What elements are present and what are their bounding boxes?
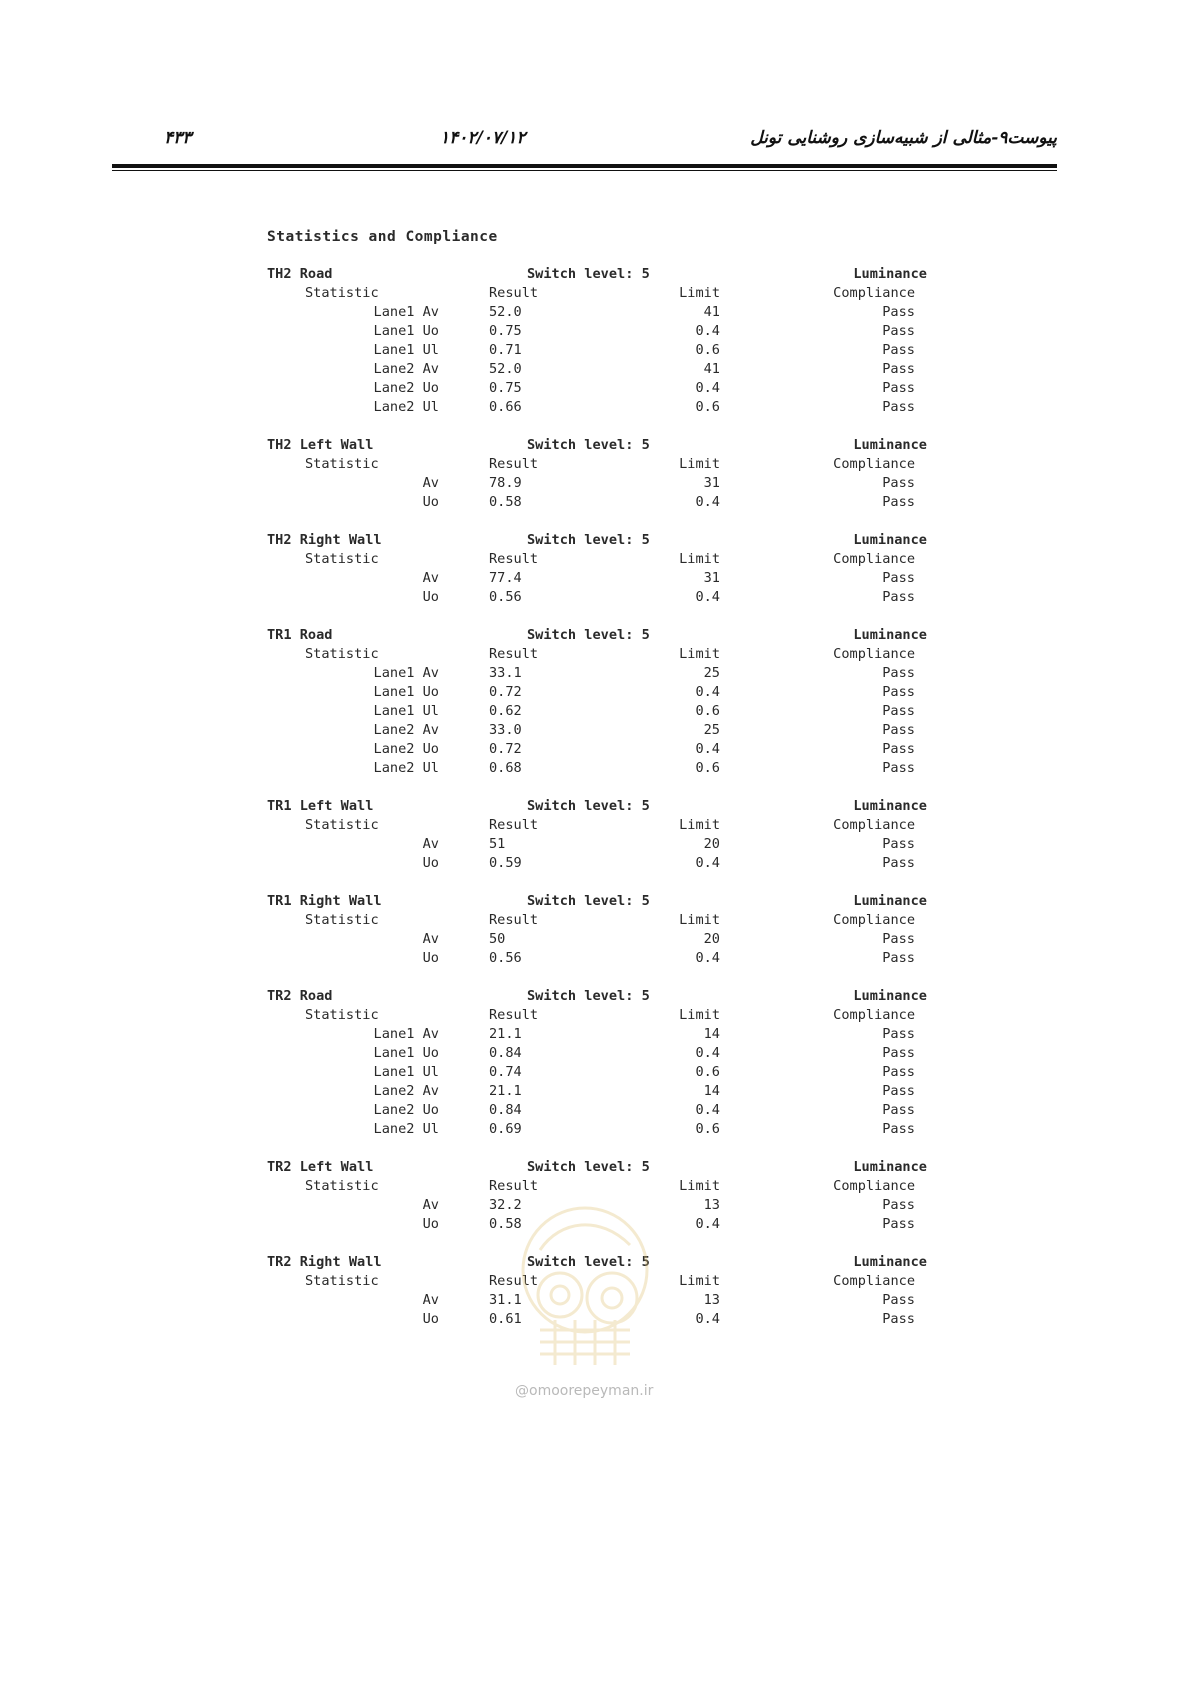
table-row (267, 721, 927, 740)
col-compliance: Compliance (833, 456, 915, 472)
statistic-cell: Lane2 Av (373, 1083, 439, 1099)
statistic-cell: Uo (422, 950, 439, 966)
header-rule-thin (112, 170, 1057, 171)
stats-section (267, 626, 927, 778)
col-result: Result (489, 456, 539, 472)
measure-type: Luminance (853, 988, 927, 1004)
column-headers (267, 645, 927, 664)
compliance-cell: Pass (882, 1083, 915, 1099)
col-compliance: Compliance (833, 285, 915, 301)
result-cell: 52.0 (489, 361, 522, 377)
col-result: Result (489, 912, 539, 928)
section-header (267, 892, 927, 911)
result-cell: 0.61 (489, 1311, 522, 1327)
limit-cell: 25 (703, 722, 720, 738)
table-row (267, 493, 927, 512)
compliance-cell: Pass (882, 855, 915, 871)
measure-type: Luminance (853, 1254, 927, 1270)
compliance-cell: Pass (882, 1026, 915, 1042)
limit-cell: 13 (703, 1197, 720, 1213)
result-cell: 0.58 (489, 494, 522, 510)
col-statistic: Statistic (305, 551, 379, 567)
col-limit: Limit (679, 817, 720, 833)
col-limit: Limit (679, 1273, 720, 1289)
statistic-cell: Lane1 Uo (373, 684, 439, 700)
compliance-cell: Pass (882, 1216, 915, 1232)
section-name: TR1 Right Wall (267, 893, 382, 909)
limit-cell: 0.6 (695, 1064, 720, 1080)
statistic-cell: Av (422, 1197, 439, 1213)
table-row (267, 360, 927, 379)
result-cell: 0.75 (489, 323, 522, 339)
statistic-cell: Uo (422, 855, 439, 871)
compliance-cell: Pass (882, 722, 915, 738)
stats-section (267, 436, 927, 512)
section-header (267, 436, 927, 455)
result-cell: 0.84 (489, 1045, 522, 1061)
statistic-cell: Lane2 Ul (373, 1121, 439, 1137)
col-statistic: Statistic (305, 456, 379, 472)
limit-cell: 0.4 (695, 950, 720, 966)
statistic-cell: Lane2 Ul (373, 760, 439, 776)
statistic-cell: Lane2 Av (373, 361, 439, 377)
limit-cell: 0.4 (695, 1216, 720, 1232)
compliance-cell: Pass (882, 494, 915, 510)
limit-cell: 25 (703, 665, 720, 681)
limit-cell: 0.6 (695, 1121, 720, 1137)
col-limit: Limit (679, 551, 720, 567)
result-cell: 0.72 (489, 741, 522, 757)
stats-section (267, 892, 927, 968)
limit-cell: 0.4 (695, 1045, 720, 1061)
col-compliance: Compliance (833, 646, 915, 662)
column-headers (267, 284, 927, 303)
column-headers (267, 911, 927, 930)
result-cell: 33.0 (489, 722, 522, 738)
col-limit: Limit (679, 1007, 720, 1023)
statistic-cell: Lane1 Ul (373, 342, 439, 358)
measure-type: Luminance (853, 266, 927, 282)
statistic-cell: Lane2 Uo (373, 1102, 439, 1118)
compliance-cell: Pass (882, 741, 915, 757)
result-cell: 0.71 (489, 342, 522, 358)
col-compliance: Compliance (833, 1178, 915, 1194)
header-rule-thick (112, 164, 1057, 168)
result-cell: 21.1 (489, 1083, 522, 1099)
col-statistic: Statistic (305, 912, 379, 928)
limit-cell: 0.6 (695, 342, 720, 358)
table-row (267, 664, 927, 683)
statistic-cell: Uo (422, 494, 439, 510)
page-header (112, 128, 1057, 158)
result-cell: 0.74 (489, 1064, 522, 1080)
limit-cell: 14 (703, 1026, 720, 1042)
result-cell: 0.72 (489, 684, 522, 700)
table-row (267, 322, 927, 341)
col-result: Result (489, 551, 539, 567)
measure-type: Luminance (853, 798, 927, 814)
compliance-cell: Pass (882, 361, 915, 377)
limit-cell: 0.4 (695, 589, 720, 605)
compliance-cell: Pass (882, 950, 915, 966)
switch-level: Switch level: 5 (527, 893, 650, 909)
table-row (267, 588, 927, 607)
table-row (267, 1025, 927, 1044)
compliance-cell: Pass (882, 1292, 915, 1308)
measure-type: Luminance (853, 1159, 927, 1175)
limit-cell: 14 (703, 1083, 720, 1099)
statistic-cell: Av (422, 475, 439, 491)
statistic-cell: Uo (422, 1311, 439, 1327)
col-compliance: Compliance (833, 1007, 915, 1023)
limit-cell: 31 (703, 570, 720, 586)
col-compliance: Compliance (833, 817, 915, 833)
statistic-cell: Lane1 Av (373, 1026, 439, 1042)
result-cell: 0.75 (489, 380, 522, 396)
compliance-cell: Pass (882, 760, 915, 776)
switch-level: Switch level: 5 (527, 988, 650, 1004)
section-name: TH2 Right Wall (267, 532, 382, 548)
measure-type: Luminance (853, 893, 927, 909)
table-row (267, 683, 927, 702)
page-number: ۴۳۳ (164, 128, 192, 148)
limit-cell: 0.4 (695, 380, 720, 396)
statistic-cell: Lane2 Uo (373, 380, 439, 396)
table-row (267, 740, 927, 759)
col-statistic: Statistic (305, 1178, 379, 1194)
compliance-cell: Pass (882, 399, 915, 415)
section-header (267, 531, 927, 550)
limit-cell: 0.4 (695, 1311, 720, 1327)
limit-cell: 41 (703, 304, 720, 320)
watermark-logo-icon (500, 1190, 670, 1370)
statistic-cell: Lane2 Av (373, 722, 439, 738)
column-headers (267, 550, 927, 569)
statistic-cell: Lane1 Av (373, 304, 439, 320)
statistic-cell: Av (422, 1292, 439, 1308)
result-cell: 0.62 (489, 703, 522, 719)
section-name: TH2 Road (267, 266, 333, 282)
col-statistic: Statistic (305, 817, 379, 833)
result-cell: 0.69 (489, 1121, 522, 1137)
col-statistic: Statistic (305, 646, 379, 662)
section-header (267, 1158, 927, 1177)
section-header (267, 987, 927, 1006)
col-compliance: Compliance (833, 551, 915, 567)
report-content (267, 228, 927, 1348)
table-row (267, 1120, 927, 1139)
limit-cell: 20 (703, 836, 720, 852)
result-cell: 0.66 (489, 399, 522, 415)
limit-cell: 0.4 (695, 494, 720, 510)
compliance-cell: Pass (882, 931, 915, 947)
stats-section (267, 531, 927, 607)
col-result: Result (489, 817, 539, 833)
col-statistic: Statistic (305, 1007, 379, 1023)
result-cell: 0.58 (489, 1216, 522, 1232)
section-header (267, 265, 927, 284)
watermark-site: @omoorepeyman.ir (515, 1383, 654, 1399)
table-row (267, 835, 927, 854)
col-limit: Limit (679, 456, 720, 472)
table-row (267, 474, 927, 493)
table-row (267, 341, 927, 360)
limit-cell: 0.4 (695, 741, 720, 757)
switch-level: Switch level: 5 (527, 1254, 650, 1270)
result-cell: 0.56 (489, 589, 522, 605)
limit-cell: 0.6 (695, 703, 720, 719)
column-headers (267, 816, 927, 835)
report-sections (267, 265, 927, 1329)
column-headers (267, 1006, 927, 1025)
statistic-cell: Lane1 Uo (373, 323, 439, 339)
switch-level: Switch level: 5 (527, 532, 650, 548)
compliance-cell: Pass (882, 836, 915, 852)
limit-cell: 0.6 (695, 760, 720, 776)
statistic-cell: Lane1 Ul (373, 703, 439, 719)
result-cell: 0.59 (489, 855, 522, 871)
switch-level: Switch level: 5 (527, 627, 650, 643)
limit-cell: 20 (703, 931, 720, 947)
stats-section (267, 797, 927, 873)
table-row (267, 1101, 927, 1120)
table-row (267, 303, 927, 322)
statistic-cell: Uo (422, 1216, 439, 1232)
compliance-cell: Pass (882, 1045, 915, 1061)
limit-cell: 0.4 (695, 855, 720, 871)
statistic-cell: Lane2 Uo (373, 741, 439, 757)
col-statistic: Statistic (305, 1273, 379, 1289)
result-cell: 77.4 (489, 570, 522, 586)
statistic-cell: Lane2 Ul (373, 399, 439, 415)
col-result: Result (489, 1007, 539, 1023)
switch-level: Switch level: 5 (527, 437, 650, 453)
limit-cell: 31 (703, 475, 720, 491)
compliance-cell: Pass (882, 304, 915, 320)
col-limit: Limit (679, 285, 720, 301)
statistic-cell: Lane1 Av (373, 665, 439, 681)
statistic-cell: Uo (422, 589, 439, 605)
table-row (267, 702, 927, 721)
col-limit: Limit (679, 912, 720, 928)
stats-section (267, 265, 927, 417)
compliance-cell: Pass (882, 1102, 915, 1118)
table-row (267, 398, 927, 417)
table-row (267, 949, 927, 968)
section-name: TR1 Road (267, 627, 333, 643)
compliance-cell: Pass (882, 1121, 915, 1137)
compliance-cell: Pass (882, 342, 915, 358)
compliance-cell: Pass (882, 475, 915, 491)
table-row (267, 569, 927, 588)
result-cell: 50 (489, 931, 506, 947)
compliance-cell: Pass (882, 380, 915, 396)
col-result: Result (489, 646, 539, 662)
compliance-cell: Pass (882, 1197, 915, 1213)
statistic-cell: Av (422, 931, 439, 947)
compliance-cell: Pass (882, 323, 915, 339)
compliance-cell: Pass (882, 1311, 915, 1327)
stats-section (267, 987, 927, 1139)
section-name: TR2 Left Wall (267, 1159, 374, 1175)
switch-level: Switch level: 5 (527, 1159, 650, 1175)
compliance-cell: Pass (882, 570, 915, 586)
result-cell: 32.2 (489, 1197, 522, 1213)
col-limit: Limit (679, 646, 720, 662)
result-cell: 33.1 (489, 665, 522, 681)
report-title: Statistics and Compliance (267, 229, 498, 245)
measure-type: Luminance (853, 532, 927, 548)
column-headers (267, 455, 927, 474)
section-name: TR1 Left Wall (267, 798, 374, 814)
statistic-cell: Av (422, 570, 439, 586)
result-cell: 0.68 (489, 760, 522, 776)
section-header (267, 797, 927, 816)
limit-cell: 13 (703, 1292, 720, 1308)
col-result: Result (489, 1178, 539, 1194)
limit-cell: 0.4 (695, 1102, 720, 1118)
table-row (267, 759, 927, 778)
table-row (267, 854, 927, 873)
statistic-cell: Lane1 Ul (373, 1064, 439, 1080)
col-compliance: Compliance (833, 1273, 915, 1289)
compliance-cell: Pass (882, 665, 915, 681)
measure-type: Luminance (853, 627, 927, 643)
col-result: Result (489, 285, 539, 301)
table-row (267, 379, 927, 398)
section-name: TH2 Left Wall (267, 437, 374, 453)
compliance-cell: Pass (882, 703, 915, 719)
limit-cell: 41 (703, 361, 720, 377)
result-cell: 0.56 (489, 950, 522, 966)
compliance-cell: Pass (882, 684, 915, 700)
result-cell: 21.1 (489, 1026, 522, 1042)
result-cell: 0.84 (489, 1102, 522, 1118)
statistic-cell: Av (422, 836, 439, 852)
measure-type: Luminance (853, 437, 927, 453)
col-compliance: Compliance (833, 912, 915, 928)
result-cell: 31.1 (489, 1292, 522, 1308)
table-row (267, 1082, 927, 1101)
result-cell: 51 (489, 836, 506, 852)
header-title: پیوست۹-مثالی از شبیه‌سازی روشنایی تونل (750, 128, 1057, 148)
col-limit: Limit (679, 1178, 720, 1194)
compliance-cell: Pass (882, 589, 915, 605)
table-row (267, 1063, 927, 1082)
statistic-cell: Lane1 Uo (373, 1045, 439, 1061)
table-row (267, 1044, 927, 1063)
result-cell: 52.0 (489, 304, 522, 320)
header-date: ۱۴۰۲/۰۷/۱۲ (440, 128, 526, 148)
limit-cell: 0.4 (695, 684, 720, 700)
section-name: TR2 Right Wall (267, 1254, 382, 1270)
col-statistic: Statistic (305, 285, 379, 301)
col-result: Result (489, 1273, 539, 1289)
limit-cell: 0.6 (695, 399, 720, 415)
limit-cell: 0.4 (695, 323, 720, 339)
section-name: TR2 Road (267, 988, 333, 1004)
switch-level: Switch level: 5 (527, 798, 650, 814)
result-cell: 78.9 (489, 475, 522, 491)
section-header (267, 626, 927, 645)
table-row (267, 930, 927, 949)
switch-level: Switch level: 5 (527, 266, 650, 282)
compliance-cell: Pass (882, 1064, 915, 1080)
